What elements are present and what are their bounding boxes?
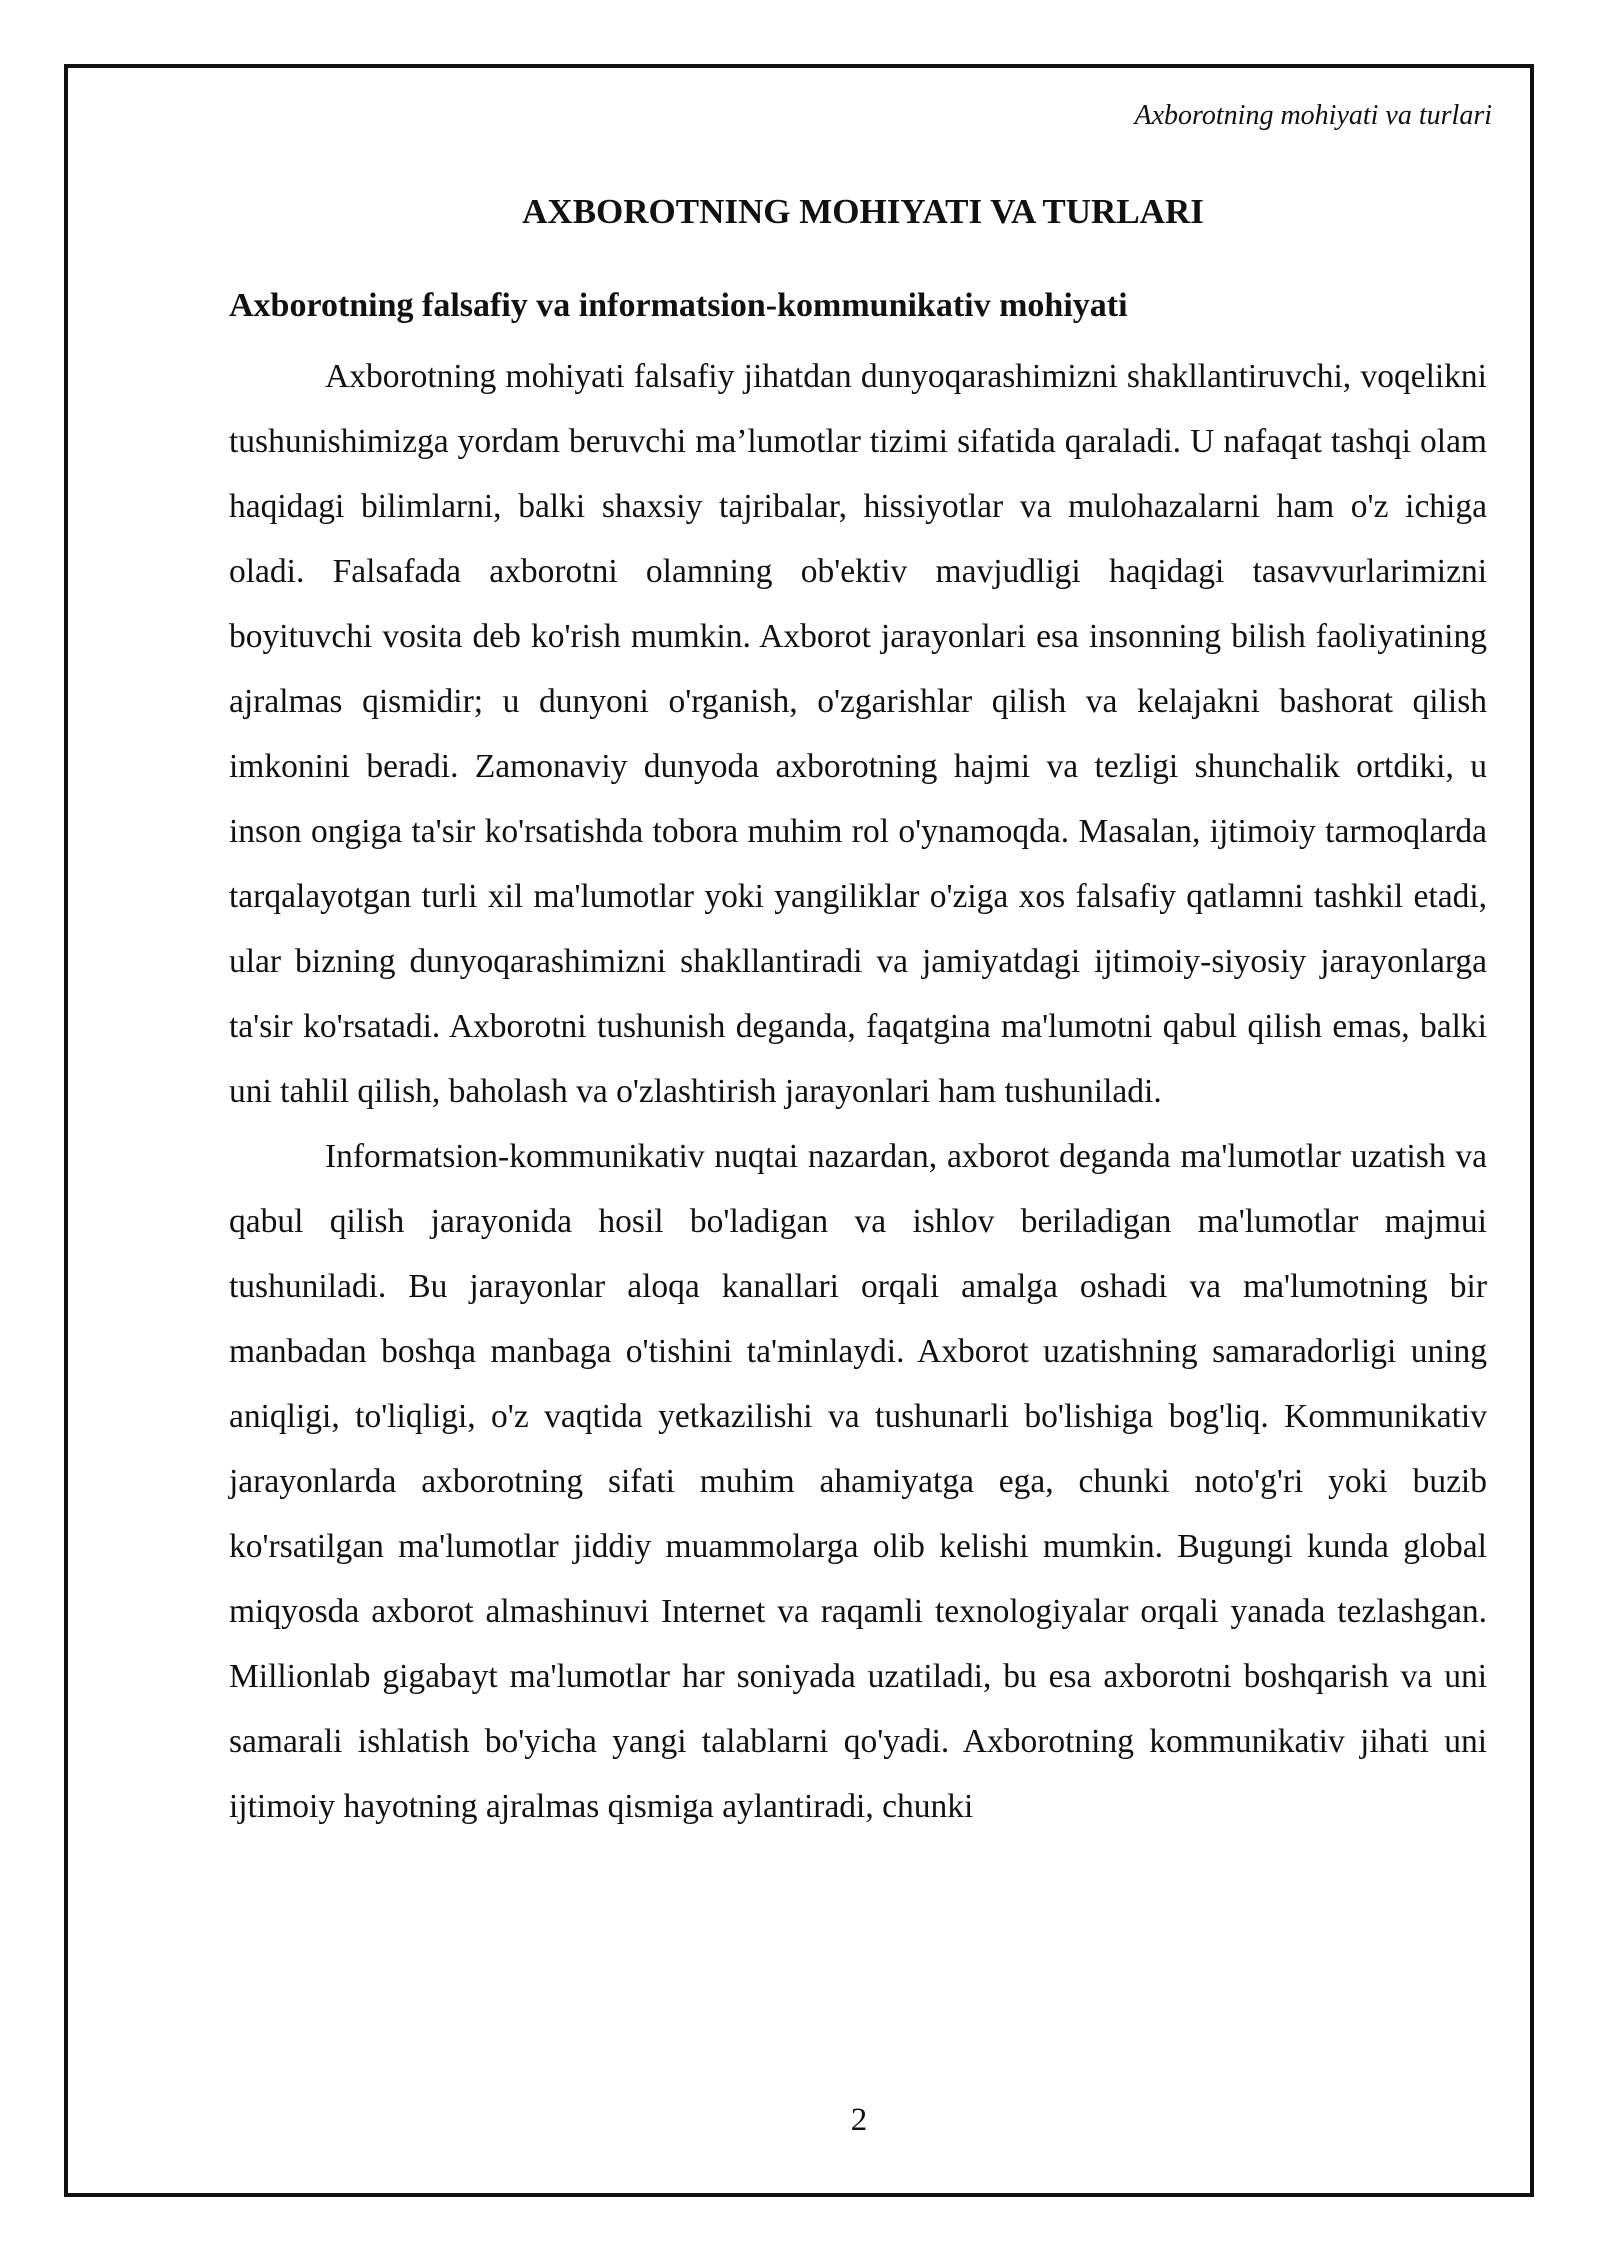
- body-paragraph: Informatsion-kommunikativ nuqtai nazardan, axborot deganda ma'lumotlar uzatish va qabul qilish jarayonida hosil bo'ladigan va ishlov beriladigan ma'lumotlar majmui tushuniladi. Bu jarayonlar aloqa kanallari orqali amalga oshadi va ma'lumotning bir manbadan boshqa manbaga o'tishini ta'minlaydi. Axborot uzatishning samaradorligi uning aniqligi, to'liqligi, o'z vaqtida yetkazilishi va tushunarli bo'lishiga bog'liq. Kommunikativ jarayonlarda axborotning sifati muhim ahamiyatga ega, chunki noto'g'ri yoki buzib ko'rsatilgan ma'lumotlar jiddiy muammolarga olib kelishi mumkin. Bugungi kunda global miqyosda axborot almashinuvi Internet va raqamli texnologiyalar orqali yanada tezlashgan. Millionlab gigabayt ma'lumotlar har soniyada uzatiladi, bu esa axborotni boshqarish va uni samarali ishlatish bo'yicha yangi talablarni qo'yadi. Axborotning kommunikativ jihati uni ijtimoiy hayotning ajralmas qismiga aylantiradi, chunki: [229, 1138, 1487, 1825]
- page-body: [229, 180, 1487, 1839]
- page-title: AXBOROTNING MOHIYATI VA TURLARI: [522, 192, 1204, 231]
- running-header: Axborotning mohiyati va turlari: [1134, 100, 1492, 131]
- page-number: 2: [850, 2102, 868, 2138]
- section-heading: Axborotning falsafiy va informatsion-kommunikativ mohiyati: [229, 287, 1128, 324]
- body-paragraph: Axborotning mohiyati falsafiy jihatdan dunyoqarashimizni shakllantiruvchi, voqelikni tushunishimizga yordam beruvchi ma’lumotlar tizimi sifatida qaraladi. U nafaqat tashqi olam haqidagi bilimlarni, balki shaxsiy tajribalar, hissiyotlar va mulohazalarni ham o'z ichiga oladi. Falsafada axborotni olamning ob'ektiv mavjudligi haqidagi tasavvurlarimizni boyituvchi vosita deb ko'rish mumkin. Axborot jarayonlari esa insonning bilish faoliyatining ajralmas qismidir; u dunyoni o'rganish, o'zgarishlar qilish va kelajakni bashorat qilish imkonini beradi. Zamonaviy dunyoda axborotning hajmi va tezligi shunchalik ortdiki, u inson ongiga ta'sir ko'rsatishda tobora muhim rol o'ynamoqda. Masalan, ijtimoiy tarmoqlarda tarqalayotgan turli xil ma'lumotlar yoki yangiliklar o'ziga xos falsafiy qatlamni tashkil etadi, ular bizning dunyoqarashimizni shakllantiradi va jamiyatdagi ijtimoiy-siyosiy jarayonlarga ta'sir ko'rsatadi. Axborotni tushunish deganda, faqatgina ma'lumotni qabul qilish emas, balki uni tahlil qilish, baholash va o'zlashtirish jarayonlari ham tushuniladi.: [229, 358, 1487, 1110]
